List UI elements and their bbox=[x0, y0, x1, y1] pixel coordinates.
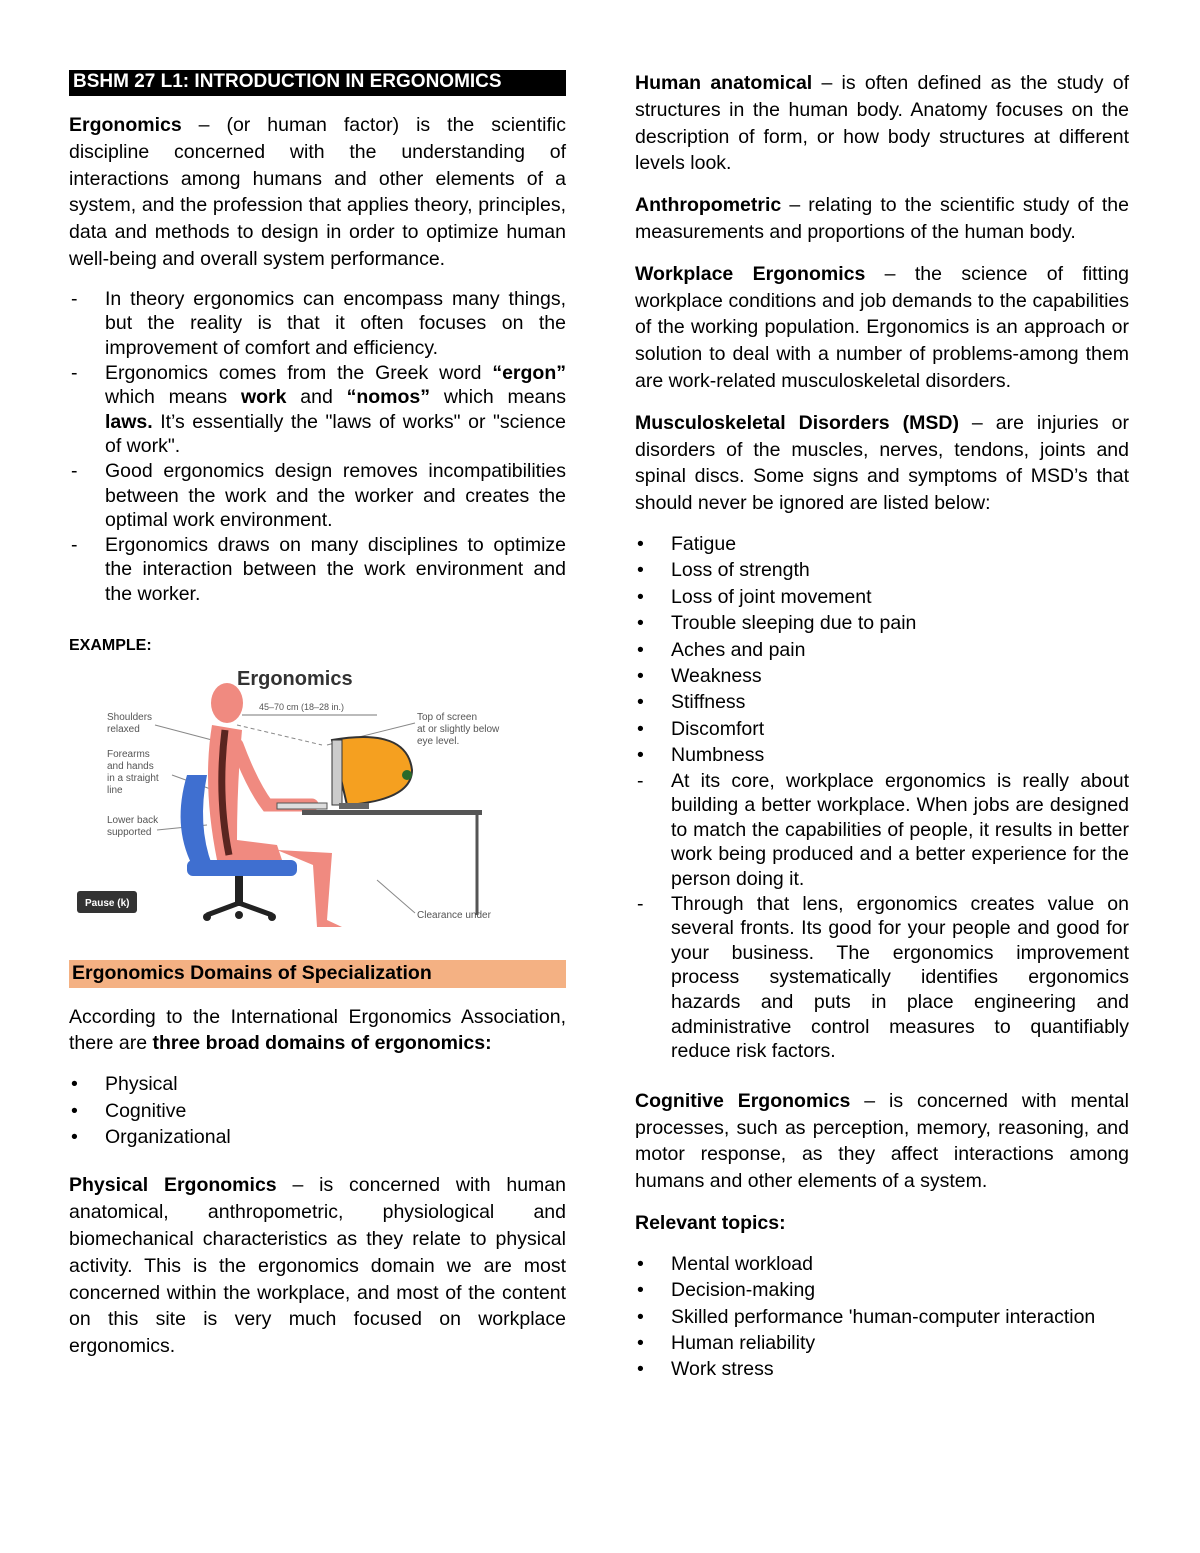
ergonomics-illustration bbox=[77, 665, 537, 941]
msd-definition: Musculoskeletal Disorders (MSD) – are injuries or disorders of the muscles, nerves, tendons, joints and spinal discs. Some signs and symptoms of MSD’s that should never be ignored are listed below: bbox=[635, 411, 1129, 515]
pause-badge: Pause (k) bbox=[85, 897, 130, 909]
anthropometric: Anthropometric – relating to the scientific study of the measurements and proportions of the human body. bbox=[635, 194, 1129, 243]
label-screen: Top of screen bbox=[417, 711, 478, 723]
symptom-item: • Loss of strength bbox=[635, 557, 1129, 583]
svg-text:eye level.: eye level. bbox=[417, 735, 460, 747]
term-ergonomics: Ergonomics bbox=[69, 114, 182, 136]
cognitive-ergonomics: Cognitive Ergonomics – is concerned with mental processes, such as perception, memory, reasoning, and motor response, as they affect interactions among humans and other elements of a system. bbox=[635, 1089, 1129, 1193]
domains-heading: Ergonomics Domains of Specialization bbox=[69, 960, 566, 988]
note-item: - Through that lens, ergonomics creates value on several fronts. Its good for your people and good for your business. The ergonomics improvement process systematically identifies ergonomics hazards and puts in place engineering and administrative control measures to quantifiably reduce risk factors. bbox=[635, 892, 1129, 1064]
domain-item: • Organizational bbox=[69, 1124, 566, 1150]
label-shoulders: Shoulders bbox=[107, 711, 153, 723]
domains-list bbox=[69, 1071, 566, 1150]
svg-text:and hands: and hands bbox=[107, 760, 154, 772]
human-anatomical: Human anatomical – is often defined as the study of structures in the human body. Anatomy focuses on the description of form, or how body structures at different levels look. bbox=[635, 72, 1129, 175]
label-clearance: Clearance under bbox=[417, 909, 491, 921]
topic-item: • Skilled performance 'human-computer interaction bbox=[635, 1304, 1129, 1330]
domain-item: • Physical bbox=[69, 1071, 566, 1097]
figure-distance: 45–70 cm (18–28 in.) bbox=[259, 701, 345, 712]
label-lower-back: Lower back bbox=[107, 814, 159, 826]
symptom-item: • Fatigue bbox=[635, 531, 1129, 557]
workplace-notes bbox=[635, 769, 1129, 1064]
right-column bbox=[635, 70, 1129, 1383]
svg-text:line: line bbox=[107, 784, 123, 796]
relevant-topics-label: Relevant topics: bbox=[635, 1211, 786, 1234]
symptom-item: • Trouble sleeping due to pain bbox=[635, 610, 1129, 636]
symptom-item: • Numbness bbox=[635, 742, 1129, 768]
topics-list bbox=[635, 1251, 1129, 1383]
example-label: EXAMPLE: bbox=[69, 636, 152, 654]
svg-text:in a straight: in a straight bbox=[107, 772, 159, 784]
svg-text:supported: supported bbox=[107, 826, 152, 838]
note-item-greek: - Ergonomics comes from the Greek word “ergon” which means work and “nomos” which means laws. It’s essentially the "laws of works" or "science of work". bbox=[69, 361, 566, 459]
ergonomics-definition: Ergonomics – (or human factor) is the scientific discipline concerned with the understanding of interactions among humans and other elements of a system, and the profession that applies theory, principles, data and methods to design in order to optimize human well-being and overall system performance. bbox=[69, 114, 566, 270]
topic-item: • Mental workload bbox=[635, 1251, 1129, 1277]
symptom-item: • Stiffness bbox=[635, 689, 1129, 715]
ergonomics-notes bbox=[69, 287, 566, 607]
symptom-item: • Discomfort bbox=[635, 716, 1129, 742]
note-item: - In theory ergonomics can encompass many things, but the reality is that it often focuses on the improvement of comfort and efficiency. bbox=[69, 287, 566, 361]
symptom-item: • Weakness bbox=[635, 663, 1129, 689]
note-item: - Ergonomics draws on many disciplines to optimize the interaction between the work environment and the worker. bbox=[69, 533, 566, 607]
left-column bbox=[69, 70, 566, 1360]
domains-intro: According to the International Ergonomics Association, there are three broad domains of ergonomics: bbox=[69, 1005, 566, 1055]
topic-item: • Work stress bbox=[635, 1356, 1129, 1382]
label-forearms: Forearms bbox=[107, 748, 150, 760]
topic-item: • Decision-making bbox=[635, 1277, 1129, 1303]
domain-item: • Cognitive bbox=[69, 1098, 566, 1124]
topic-item: • Human reliability bbox=[635, 1330, 1129, 1356]
symptoms-list bbox=[635, 531, 1129, 769]
workplace-ergonomics: Workplace Ergonomics – the science of fitting workplace conditions and job demands to the capabilities of the working population. Ergonomics is an approach or solution to deal with a number of problems-among them are work-related musculoskeletal disorders. bbox=[635, 262, 1130, 392]
document-title: BSHM 27 L1: INTRODUCTION IN ERGONOMICS bbox=[69, 70, 566, 96]
physical-ergonomics: Physical Ergonomics – is concerned with human anatomical, anthropometric, physiological and biomechanical characteristics as they relate to physical activity. This is the ergonomics domain we are most concerned within the workplace, and most of the content on this site is very much focused on workplace ergonomics. bbox=[69, 1174, 566, 1358]
svg-text:relaxed: relaxed bbox=[107, 723, 140, 735]
note-item: - Good ergonomics design removes incompatibilities between the work and the worker and creates the optimal work environment. bbox=[69, 459, 566, 533]
symptom-item: • Loss of joint movement bbox=[635, 584, 1129, 610]
note-item: - At its core, workplace ergonomics is really about building a better workplace. When jobs are designed to match the capabilities of people, it results in better work being produced and a better experience for the person doing it. bbox=[635, 769, 1129, 892]
figure-title: Ergonomics bbox=[237, 667, 353, 690]
svg-text:at or slightly below: at or slightly below bbox=[417, 723, 500, 735]
symptom-item: • Aches and pain bbox=[635, 637, 1129, 663]
